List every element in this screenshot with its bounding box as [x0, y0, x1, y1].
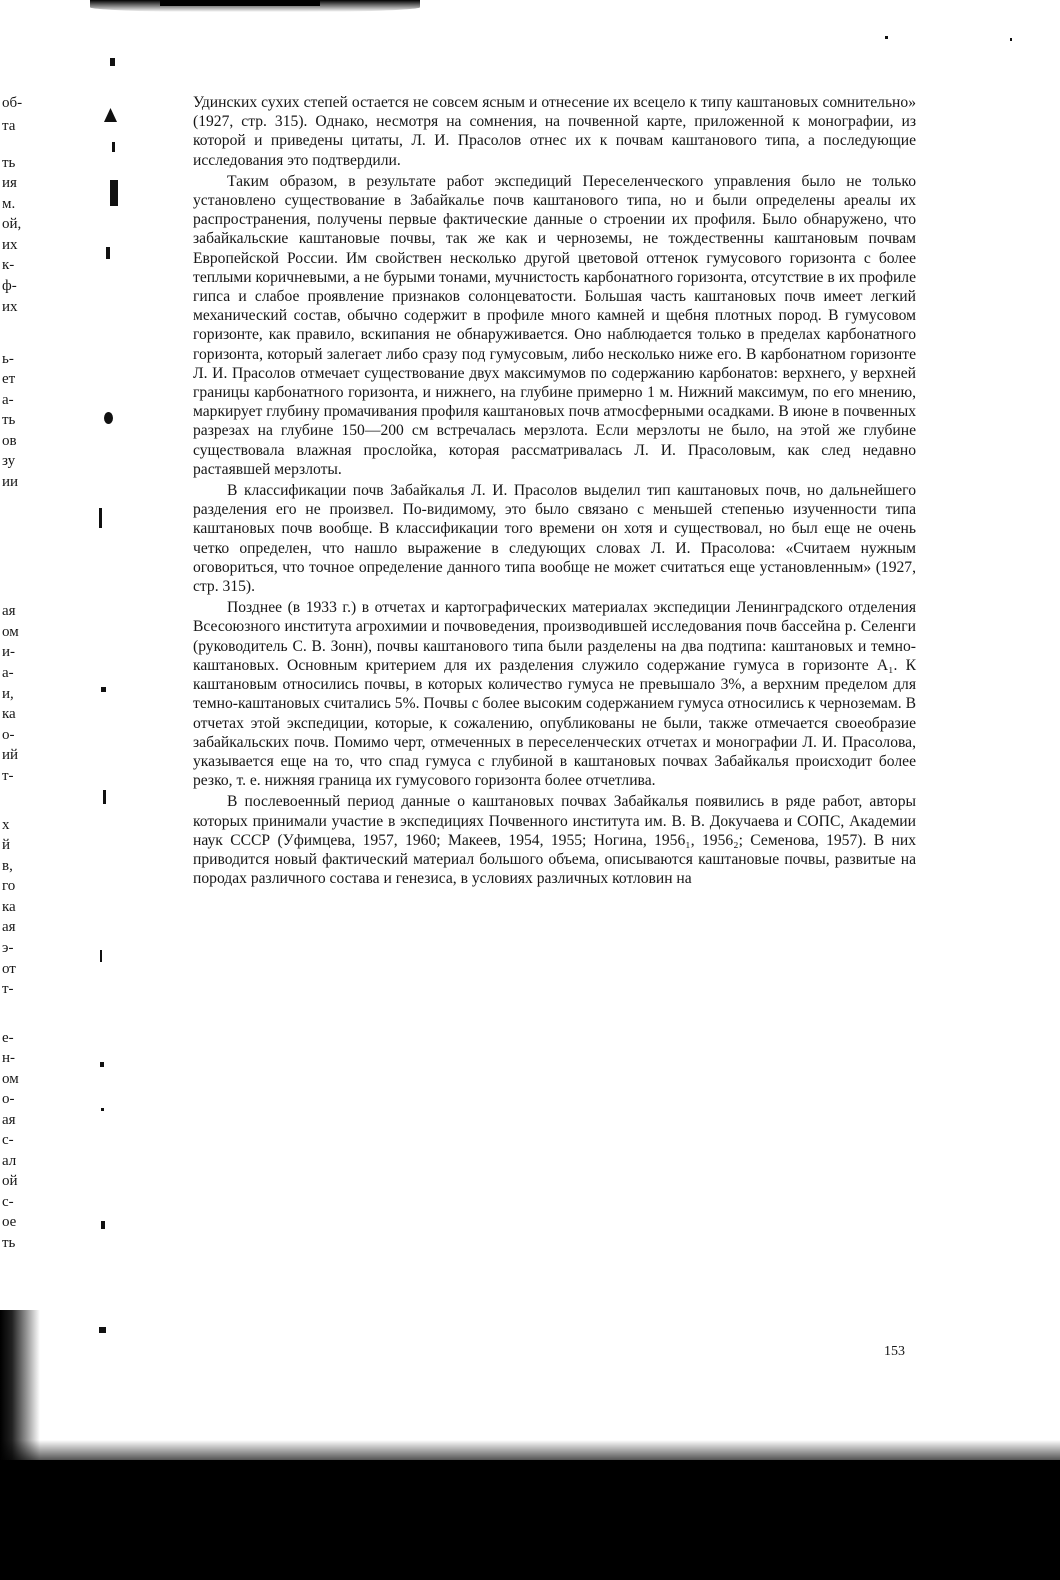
paragraph: В классификации почв Забайкалья Л. И. Прасолов выделил тип каштановых почв, но дальнейшего разделения его не произвел. По-видимому, это было связано с меньшей степенью изученности типа каштановых почв вообще. В классификации того времени он хотя и существовал, но был еще не очень четко определен, что нашло выражение в следующих словах Л. И. Прасолова: «Считаем нужным оговориться, что точное определение данного типа вообще не может считаться еще установленным» (1927, стр. 315). [193, 482, 916, 596]
margin-fragment: а- [2, 665, 14, 681]
margin-fragment: ом [2, 1071, 19, 1087]
margin-fragment: в, [2, 858, 13, 874]
margin-fragment: м. [2, 196, 16, 212]
margin-fragment: а- [2, 392, 14, 408]
margin-fragment: зу [2, 453, 16, 469]
margin-fragment: с- [2, 1194, 14, 1210]
margin-fragment: о- [2, 1091, 15, 1107]
paragraph: Удинских сухих степей остается не совсем ясным и отнесение их всецело к типу каштановых сомнительно» (1927, стр. 315). Однако, несмотря на сомнения, на почвенной карте, приложенной к монографии, из которой и приведены цитаты, Л. И. Прасолов отнес их к почвам каштанового типа, а последующие исследования это подтвердили. [193, 94, 916, 169]
scan-speck [112, 142, 115, 152]
margin-fragment: ь- [2, 351, 14, 367]
margin-fragment: ка [2, 899, 16, 915]
paragraph: В послевоенный период данные о каштановых почвах Забайкалья появились в ряде работ, авторы которых принимали участие в экспедициях Почвенного института им. В. В. Докучаева и СОПС, Академии наук СССР (Уфимцева, 1957, 1960; Макеев, 1954, 1955; Ногина, 1956₁, 1956₂; Семенова, 1957). В них приводится новый фактический материал большого объема, описываются каштановые почвы, развитые на породах различного состава и генезиса, в условиях различных котловин на [193, 793, 916, 888]
scan-speck [110, 180, 118, 206]
margin-fragment: ой [2, 1173, 18, 1189]
margin-fragment: й [2, 837, 11, 853]
margin-fragment: ая [2, 1112, 16, 1128]
margin-fragment: ть [2, 155, 16, 171]
margin-fragment: и- [2, 644, 16, 660]
margin-fragment: к- [2, 257, 15, 273]
margin-fragment: ф- [2, 278, 17, 294]
scan-speck [106, 247, 110, 259]
margin-fragment: ть [2, 1235, 16, 1251]
scan-speck [101, 1221, 105, 1229]
margin-fragment: ть [2, 412, 16, 428]
paragraph: Позднее (в 1933 г.) в отчетах и картографических материалах экспедиции Ленинградского отделения Всесоюзного института агрохимии и почвоведения, производившей исследования почв бассейна р. Селенги (руководитель С. В. Зонн), почвы каштанового типа были разделены на два подтипа: каштановых и темно-каштановых. Основным критерием для их разделения служило содержание гумуса в горизонте А₁. К каштановым относились почвы, в которых количество гумуса не превышало 3%, а верхним пределом для темно-каштановых считались 5%. Почвы с более высоким содержанием гумуса относились к черноземам. В отчетах этой экспедиции, которые, к сожалению, опубликованы не были, также отмечается своеобразие забайкальских почв. Помимо черт, отмеченных в переселенческих отчетах и монографии Л. И. Прасолова, указывается еще на то, что спад гумуса с глубиной в каштановых почвах Забайкалья происходит более резко, т. е. нижняя граница их гумусового горизонта более отчетлива. [193, 599, 916, 790]
margin-fragment: ом [2, 624, 19, 640]
scan-speck [99, 1327, 106, 1333]
scan-speck [101, 1108, 104, 1111]
paragraph: Таким образом, в результате работ экспедиций Переселенческого управления было не только установлено существование в Забайкалье почв каштанового типа, но и были определены ареалы их распространения, получены первые фактические данные о строении их профиля. Было обнаружено, что забайкальские каштановые почвы, так же как и черноземы, не тождественны каштановым почвам Европейской России. Им свойствен несколько другой цветовой оттенок гумусового горизонта с более теплыми коричневыми, а не бурыми тонами, мучнистость карбонатного горизонта, отсутствие в их профиле гипса и слабое проявление признаков солонцеватости. Большая часть каштановых почв имеет легкий механический состав, обычно содержит в профиле много камней и щебня плотных пород. В гумусовом горизонте, как правило, вскипания не обнаруживается. Оно наблюдается только в пределах карбонатного горизонта, который залегает либо сразу под гумусовым, либо несколько ниже его. В карбонатном горизонте Л. И. Прасолов отмечает существование двух максимумов по содержанию карбонатов: верхнего, у верхней границы карбонатного горизонта, и нижнего, на глубине примерно 1 м. Нижний максимум, по его мнению, маркирует глубину промачивания профиля каштановых почв атмосферными осадками. В июне в почвенных разрезах на глубине 150—200 см встречалась мерзлота. Если мерзлоты не было, на этой же глубине существовала влажная прослойка, которая рассматривалась Л. И. Прасоловым, как след недавно растаявшей мерзлоты. [193, 172, 916, 478]
page-number: 153 [884, 1344, 905, 1359]
scan-speck [103, 790, 106, 804]
scan-speck [104, 108, 117, 122]
margin-fragment: ал [2, 1153, 17, 1169]
margin-fragment: та [2, 118, 16, 134]
scan-speck [110, 58, 115, 66]
page-body [193, 93, 916, 890]
margin-fragment: и, [2, 686, 14, 702]
scan-speck [99, 508, 102, 528]
scan-shadow-top-dark [160, 0, 320, 6]
margin-fragment: их [2, 299, 18, 315]
margin-fragment: ая [2, 919, 16, 935]
margin-fragment: о- [2, 727, 15, 743]
scan-speck [100, 950, 102, 962]
margin-fragment: ия [2, 175, 17, 191]
margin-fragment: ой, [2, 216, 22, 232]
margin-fragment: от [2, 961, 16, 977]
margin-fragment: с- [2, 1132, 14, 1148]
scan-speck [101, 687, 106, 692]
margin-fragment: н- [2, 1050, 16, 1066]
scan-speck [885, 36, 888, 39]
scan-speck [100, 1062, 104, 1067]
margin-fragment: об- [2, 95, 23, 111]
margin-fragment: ов [2, 433, 17, 449]
margin-fragment: ии [2, 474, 19, 490]
margin-fragment: ка [2, 706, 16, 722]
margin-fragment: т- [2, 981, 14, 997]
scan-shadow-bottom [0, 1460, 1060, 1580]
margin-fragment: ий [2, 747, 19, 763]
margin-fragment: ое [2, 1214, 17, 1230]
margin-fragment: ая [2, 603, 16, 619]
margin-fragment: э- [2, 940, 14, 956]
margin-fragment: е- [2, 1030, 14, 1046]
scan-speck [104, 412, 113, 424]
margin-fragment: т- [2, 768, 14, 784]
margin-fragment: го [2, 878, 16, 894]
margin-fragment: ет [2, 371, 16, 387]
margin-fragment: их [2, 237, 18, 253]
margin-fragment: х [2, 817, 10, 833]
scan-speck [1010, 38, 1012, 41]
